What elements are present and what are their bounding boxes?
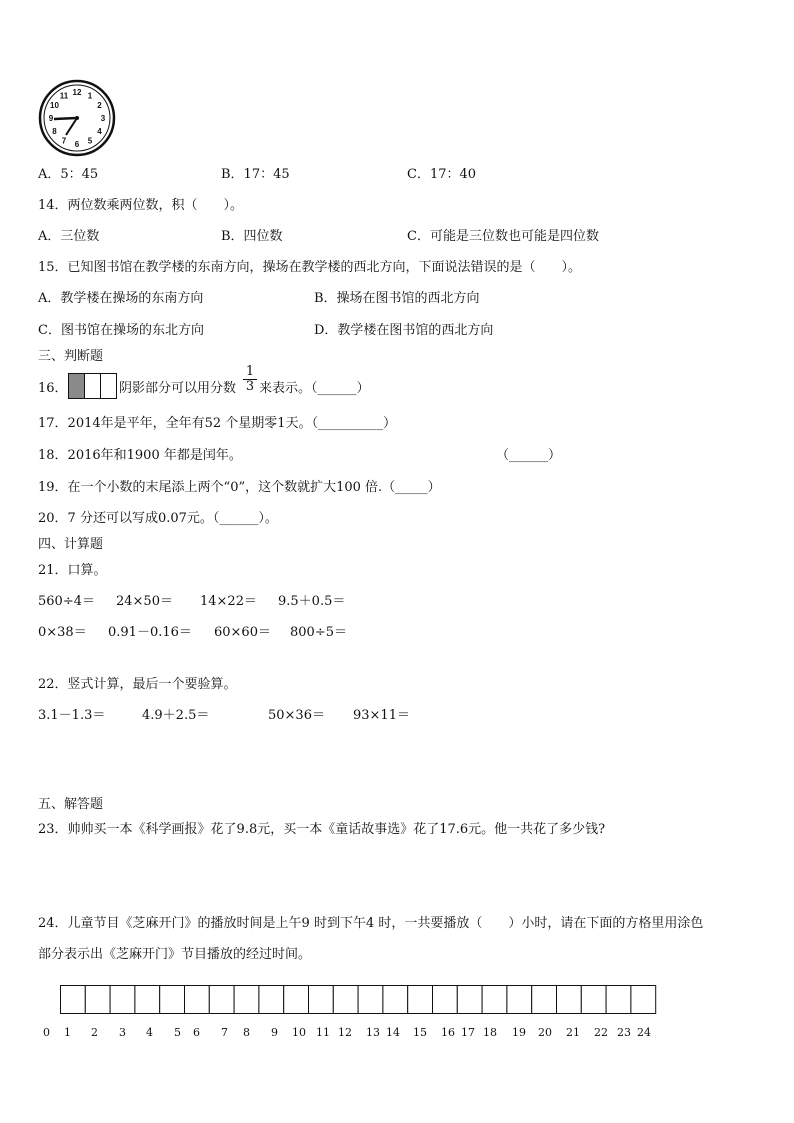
clock-numeral: 9	[48, 114, 54, 123]
clock-numeral: 5	[87, 136, 93, 146]
q18-stem: 18．2016年和1900 年都是闰年。	[38, 448, 242, 463]
clock-numeral: 11	[59, 91, 69, 101]
grid-cell[interactable]	[433, 986, 458, 1014]
q21-item: 560÷4＝	[38, 594, 95, 609]
q14-option-b: B．四位数	[221, 229, 283, 244]
clock-image	[37, 78, 117, 158]
time-axis-tick-label: 0	[43, 1026, 50, 1039]
grid-cell[interactable]	[110, 986, 135, 1014]
time-axis-tick-label: 23	[617, 1026, 631, 1039]
grid-cell[interactable]	[309, 986, 334, 1014]
q21-item: 24×50＝	[116, 594, 173, 609]
clock-numeral: 10	[50, 101, 59, 110]
clock-numeral: 3	[100, 114, 106, 123]
grid-cell[interactable]	[61, 986, 86, 1014]
q15-option-a: A．教学楼在操场的东南方向	[38, 291, 204, 306]
time-axis-tick-label: 20	[538, 1026, 552, 1039]
time-axis-tick-label: 21	[566, 1026, 580, 1039]
time-axis-tick-label: 3	[119, 1026, 126, 1039]
time-axis-tick-label: 6	[193, 1026, 200, 1039]
q14-option-a: A．三位数	[38, 229, 100, 244]
time-axis-tick-label: 1	[64, 1026, 71, 1039]
grid-cell[interactable]	[457, 986, 482, 1014]
q21-item: 0×38＝	[38, 625, 87, 640]
clock-numeral: 12	[72, 88, 82, 97]
q13-option-c: C．17：40	[407, 167, 477, 182]
time-axis-tick-label: 10	[292, 1026, 306, 1039]
time-axis-tick-label: 13	[366, 1026, 380, 1039]
fraction-denominator: 3	[245, 379, 255, 394]
time-axis-tick-label: 18	[483, 1026, 497, 1039]
q15-option-c: C．图书馆在操场的东北方向	[38, 323, 204, 338]
q13-option-a: A．5：45	[38, 167, 99, 182]
grid-cell[interactable]	[507, 986, 532, 1014]
q21-item: 60×60＝	[214, 625, 271, 640]
clock-numeral: 2	[97, 101, 102, 110]
grid-cell[interactable]	[85, 986, 110, 1014]
time-axis-tick-label: 7	[221, 1026, 228, 1039]
time-axis-tick-label: 14	[386, 1026, 400, 1039]
section-5-heading: 五、解答题	[38, 797, 104, 812]
q16-text-a: 阴影部分可以用分数	[119, 381, 237, 396]
q16-number: 16．	[38, 381, 68, 396]
time-axis-tick-label: 11	[316, 1026, 330, 1039]
q21-stem: 21．口算。	[38, 563, 107, 578]
time-axis-tick-label: 19	[512, 1026, 526, 1039]
q22-item: 50×36＝	[268, 708, 325, 723]
q21-item: 800÷5＝	[290, 625, 347, 640]
section-4-heading: 四、计算题	[38, 537, 104, 552]
grid-cell[interactable]	[209, 986, 234, 1014]
q23-text: 23．帅帅买一本《科学画报》花了9.8元，买一本《童话故事选》花了17.6元。他一共花了多少钱?	[38, 822, 606, 837]
grid-cell[interactable]	[482, 986, 507, 1014]
time-axis-tick-label: 9	[271, 1026, 278, 1039]
q21-item: 0.91－0.16＝	[108, 625, 192, 640]
q18-blank: （______）	[496, 448, 562, 463]
q22-item: 3.1－1.3＝	[38, 708, 106, 723]
grid-cell[interactable]	[606, 986, 631, 1014]
clock-numeral: 7	[61, 136, 67, 146]
q15-option-d: D．教学楼在图书馆的西北方向	[314, 323, 494, 338]
grid-cell[interactable]	[557, 986, 582, 1014]
q21-item: 14×22＝	[200, 594, 257, 609]
time-axis-tick-label: 2	[91, 1026, 98, 1039]
q24-line-1: 24．儿童节目《芝麻开门》的播放时间是上午9 时到下午4 时，一共要播放（ ）小时，请在下面的方格里用涂色	[38, 916, 704, 931]
q17-text: 17．2014年是平年，全年有52 个星期零1天。（__________）	[38, 416, 397, 431]
q21-item: 9.5＋0.5＝	[278, 594, 346, 609]
grid-cell[interactable]	[532, 986, 557, 1014]
time-axis-tick-label: 15	[413, 1026, 427, 1039]
grid-cell[interactable]	[358, 986, 383, 1014]
clock-numeral: 4	[97, 127, 102, 136]
q22-item: 4.9＋2.5＝	[142, 708, 210, 723]
time-axis-tick-label: 16	[441, 1026, 455, 1039]
time-axis-tick-label: 17	[461, 1026, 475, 1039]
q22-stem: 22．竖式计算，最后一个要验算。	[38, 677, 237, 692]
time-axis-tick-label: 24	[637, 1026, 651, 1039]
q22-item: 93×11＝	[353, 708, 410, 723]
time-axis-tick-label: 4	[146, 1026, 153, 1039]
time-grid	[60, 985, 660, 1015]
time-axis-tick-label: 12	[338, 1026, 352, 1039]
grid-cell[interactable]	[383, 986, 408, 1014]
grid-cell[interactable]	[234, 986, 259, 1014]
grid-cell[interactable]	[284, 986, 309, 1014]
grid-cell[interactable]	[160, 986, 185, 1014]
fraction-numerator: 1	[243, 365, 257, 380]
clock-numeral: 6	[74, 140, 80, 149]
grid-cell[interactable]	[333, 986, 358, 1014]
q19-text: 19．在一个小数的末尾添上两个“0”，这个数就扩大100 倍.（_____）	[38, 480, 441, 495]
grid-cell[interactable]	[408, 986, 433, 1014]
time-axis-tick-label: 5	[174, 1026, 181, 1039]
fraction-one-third	[243, 365, 257, 394]
time-axis-tick-label: 8	[243, 1026, 250, 1039]
q16-text-b: 来表示。（______）	[259, 381, 370, 396]
q15-stem: 15．已知图书馆在教学楼的东南方向，操场在教学楼的西北方向，下面说法错误的是（ ）。	[38, 260, 582, 275]
time-axis-tick-label: 22	[594, 1026, 608, 1039]
q13-option-b: B．17：45	[221, 167, 290, 182]
grid-cell[interactable]	[581, 986, 606, 1014]
section-3-heading: 三、判断题	[38, 349, 104, 364]
clock-numeral: 1	[87, 91, 93, 101]
q14-option-c: C．可能是三位数也可能是四位数	[407, 229, 599, 244]
grid-cell[interactable]	[135, 986, 160, 1014]
q24-line-2: 部分表示出《芝麻开门》节目播放的经过时间。	[38, 947, 312, 962]
grid-cell[interactable]	[185, 986, 210, 1014]
grid-cell[interactable]	[259, 986, 284, 1014]
q20-text: 20．7 分还可以写成0.07元。（______）。	[38, 511, 278, 526]
q14-stem: 14．两位数乘两位数，积（ ）。	[38, 198, 244, 213]
q15-option-b: B．操场在图书馆的西北方向	[314, 291, 480, 306]
grid-cell[interactable]	[631, 986, 656, 1014]
shaded-bar-figure	[68, 373, 118, 399]
clock-numeral: 8	[52, 127, 57, 136]
